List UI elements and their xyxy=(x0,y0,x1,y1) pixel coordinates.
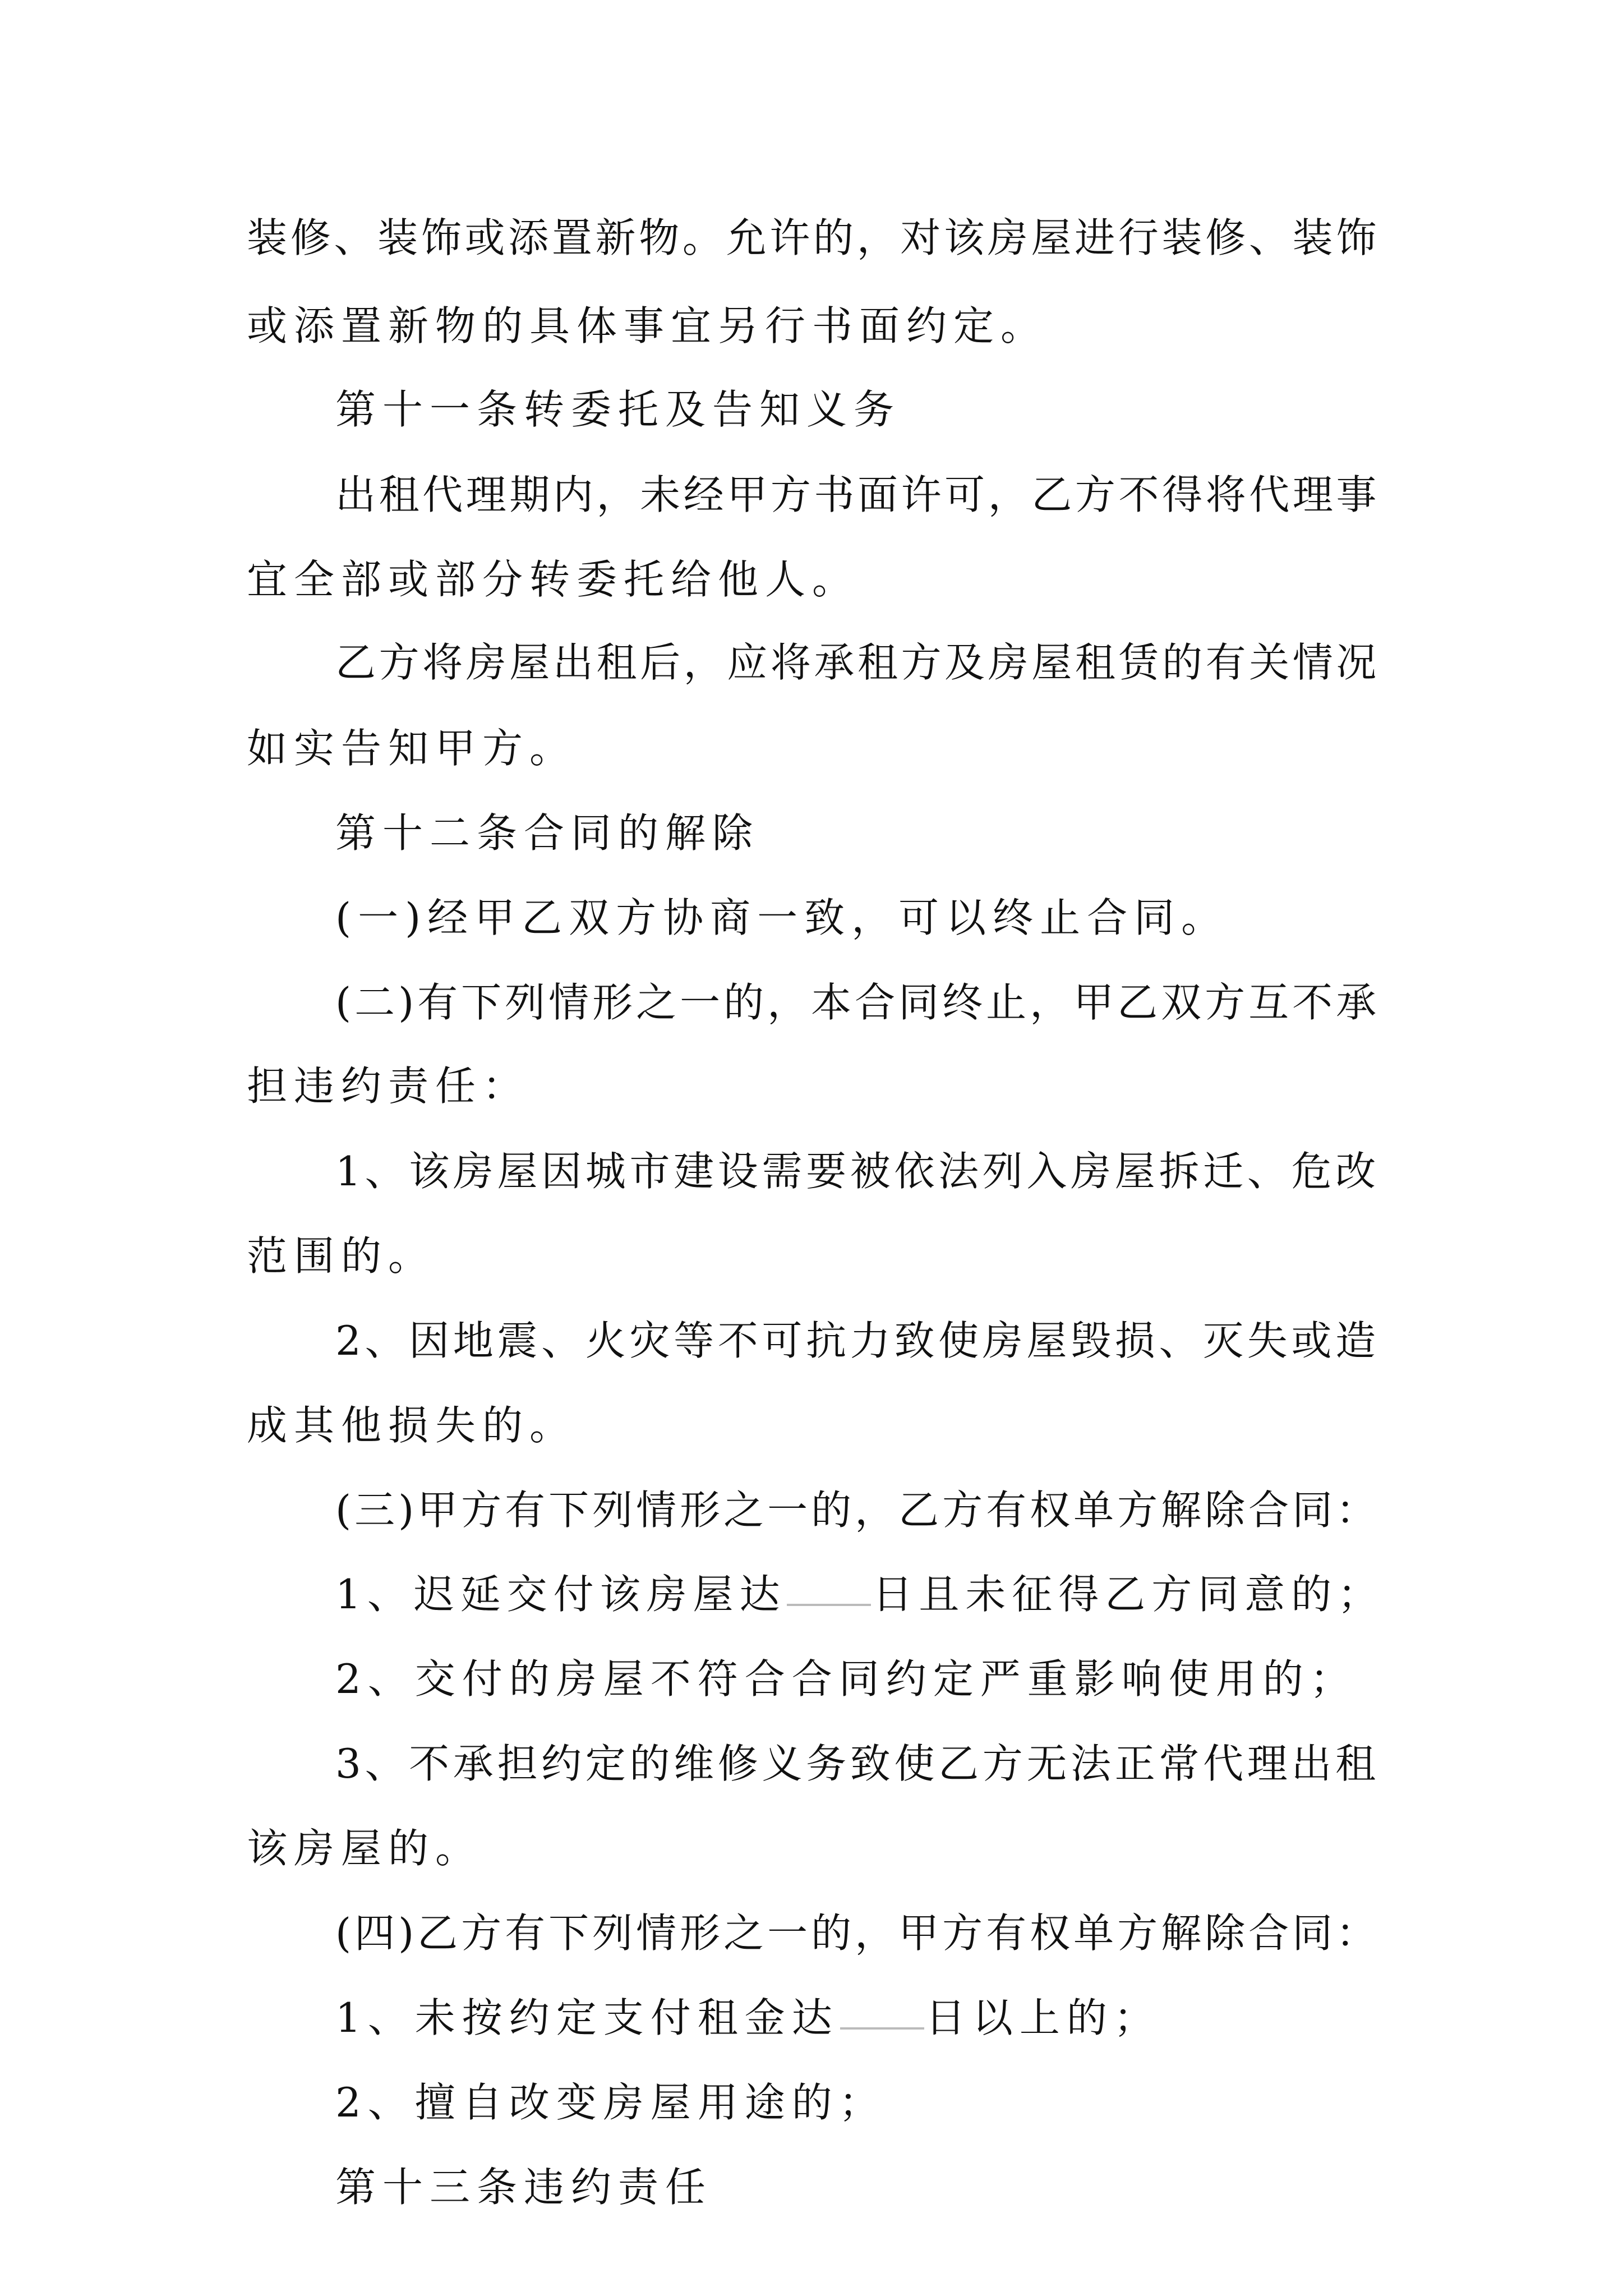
body-line: 2、因地震、火灾等不可抗力致使房屋毁损、灭失或造 xyxy=(335,1317,1380,1364)
body-line: (一)经甲乙双方协商一致，可以终止合同。 xyxy=(335,894,1229,941)
section-heading: 第十一条转委托及告知义务 xyxy=(335,386,901,433)
line-segment: 1、迟延交付该房屋达 xyxy=(335,1571,786,1618)
body-line: 范围的。 xyxy=(247,1232,436,1280)
body-line: 1、该房屋因城市建设需要被依法列入房屋拆迁、危改 xyxy=(335,1148,1380,1195)
body-line: 该房屋的。 xyxy=(247,1825,483,1872)
section-heading: 第十三条违约责任 xyxy=(335,2164,713,2211)
body-line: 成其他损失的。 xyxy=(247,1402,577,1449)
body-line: 如实告知甲方。 xyxy=(247,725,577,772)
fill-in-blank xyxy=(840,2027,924,2030)
body-line-with-blank xyxy=(335,1566,1384,1622)
body-line: 或添置新物的具体事宜另行书面约定。 xyxy=(247,302,1048,349)
body-line: 出租代理期内，未经甲方书面许可，乙方不得将代理事 xyxy=(335,471,1380,518)
line-segment: 日以上的； xyxy=(925,1994,1161,2041)
body-line: 宜全部或部分转委托给他人。 xyxy=(247,556,860,603)
body-line: 3、不承担约定的维修义务致使乙方无法正常代理出租 xyxy=(335,1740,1380,1787)
body-line: (三)甲方有下列情形之一的，乙方有权单方解除合同： xyxy=(335,1487,1380,1534)
body-line: (二)有下列情形之一的，本合同终止，甲乙双方互不承 xyxy=(335,979,1380,1026)
line-segment: 日且未征得乙方同意的； xyxy=(872,1571,1385,1618)
section-heading: 第十二条合同的解除 xyxy=(335,809,760,857)
body-line: 2、交付的房屋不符合合同约定严重影响使用的； xyxy=(335,1655,1357,1703)
body-line: 担违约责任： xyxy=(247,1062,530,1110)
body-line: 装修、装饰或添置新物。允许的，对该房屋进行装修、装饰 xyxy=(247,214,1380,261)
body-line: 2、擅自改变房屋用途的； xyxy=(335,2079,886,2126)
body-line: (四)乙方有下列情形之一的，甲方有权单方解除合同： xyxy=(335,1910,1380,1957)
body-line-with-blank xyxy=(335,1990,1161,2046)
line-segment: 1、未按约定支付租金达 xyxy=(335,1994,839,2041)
fill-in-blank xyxy=(787,1604,871,1606)
body-line: 乙方将房屋出租后，应将承租方及房屋租赁的有关情况 xyxy=(335,639,1380,686)
